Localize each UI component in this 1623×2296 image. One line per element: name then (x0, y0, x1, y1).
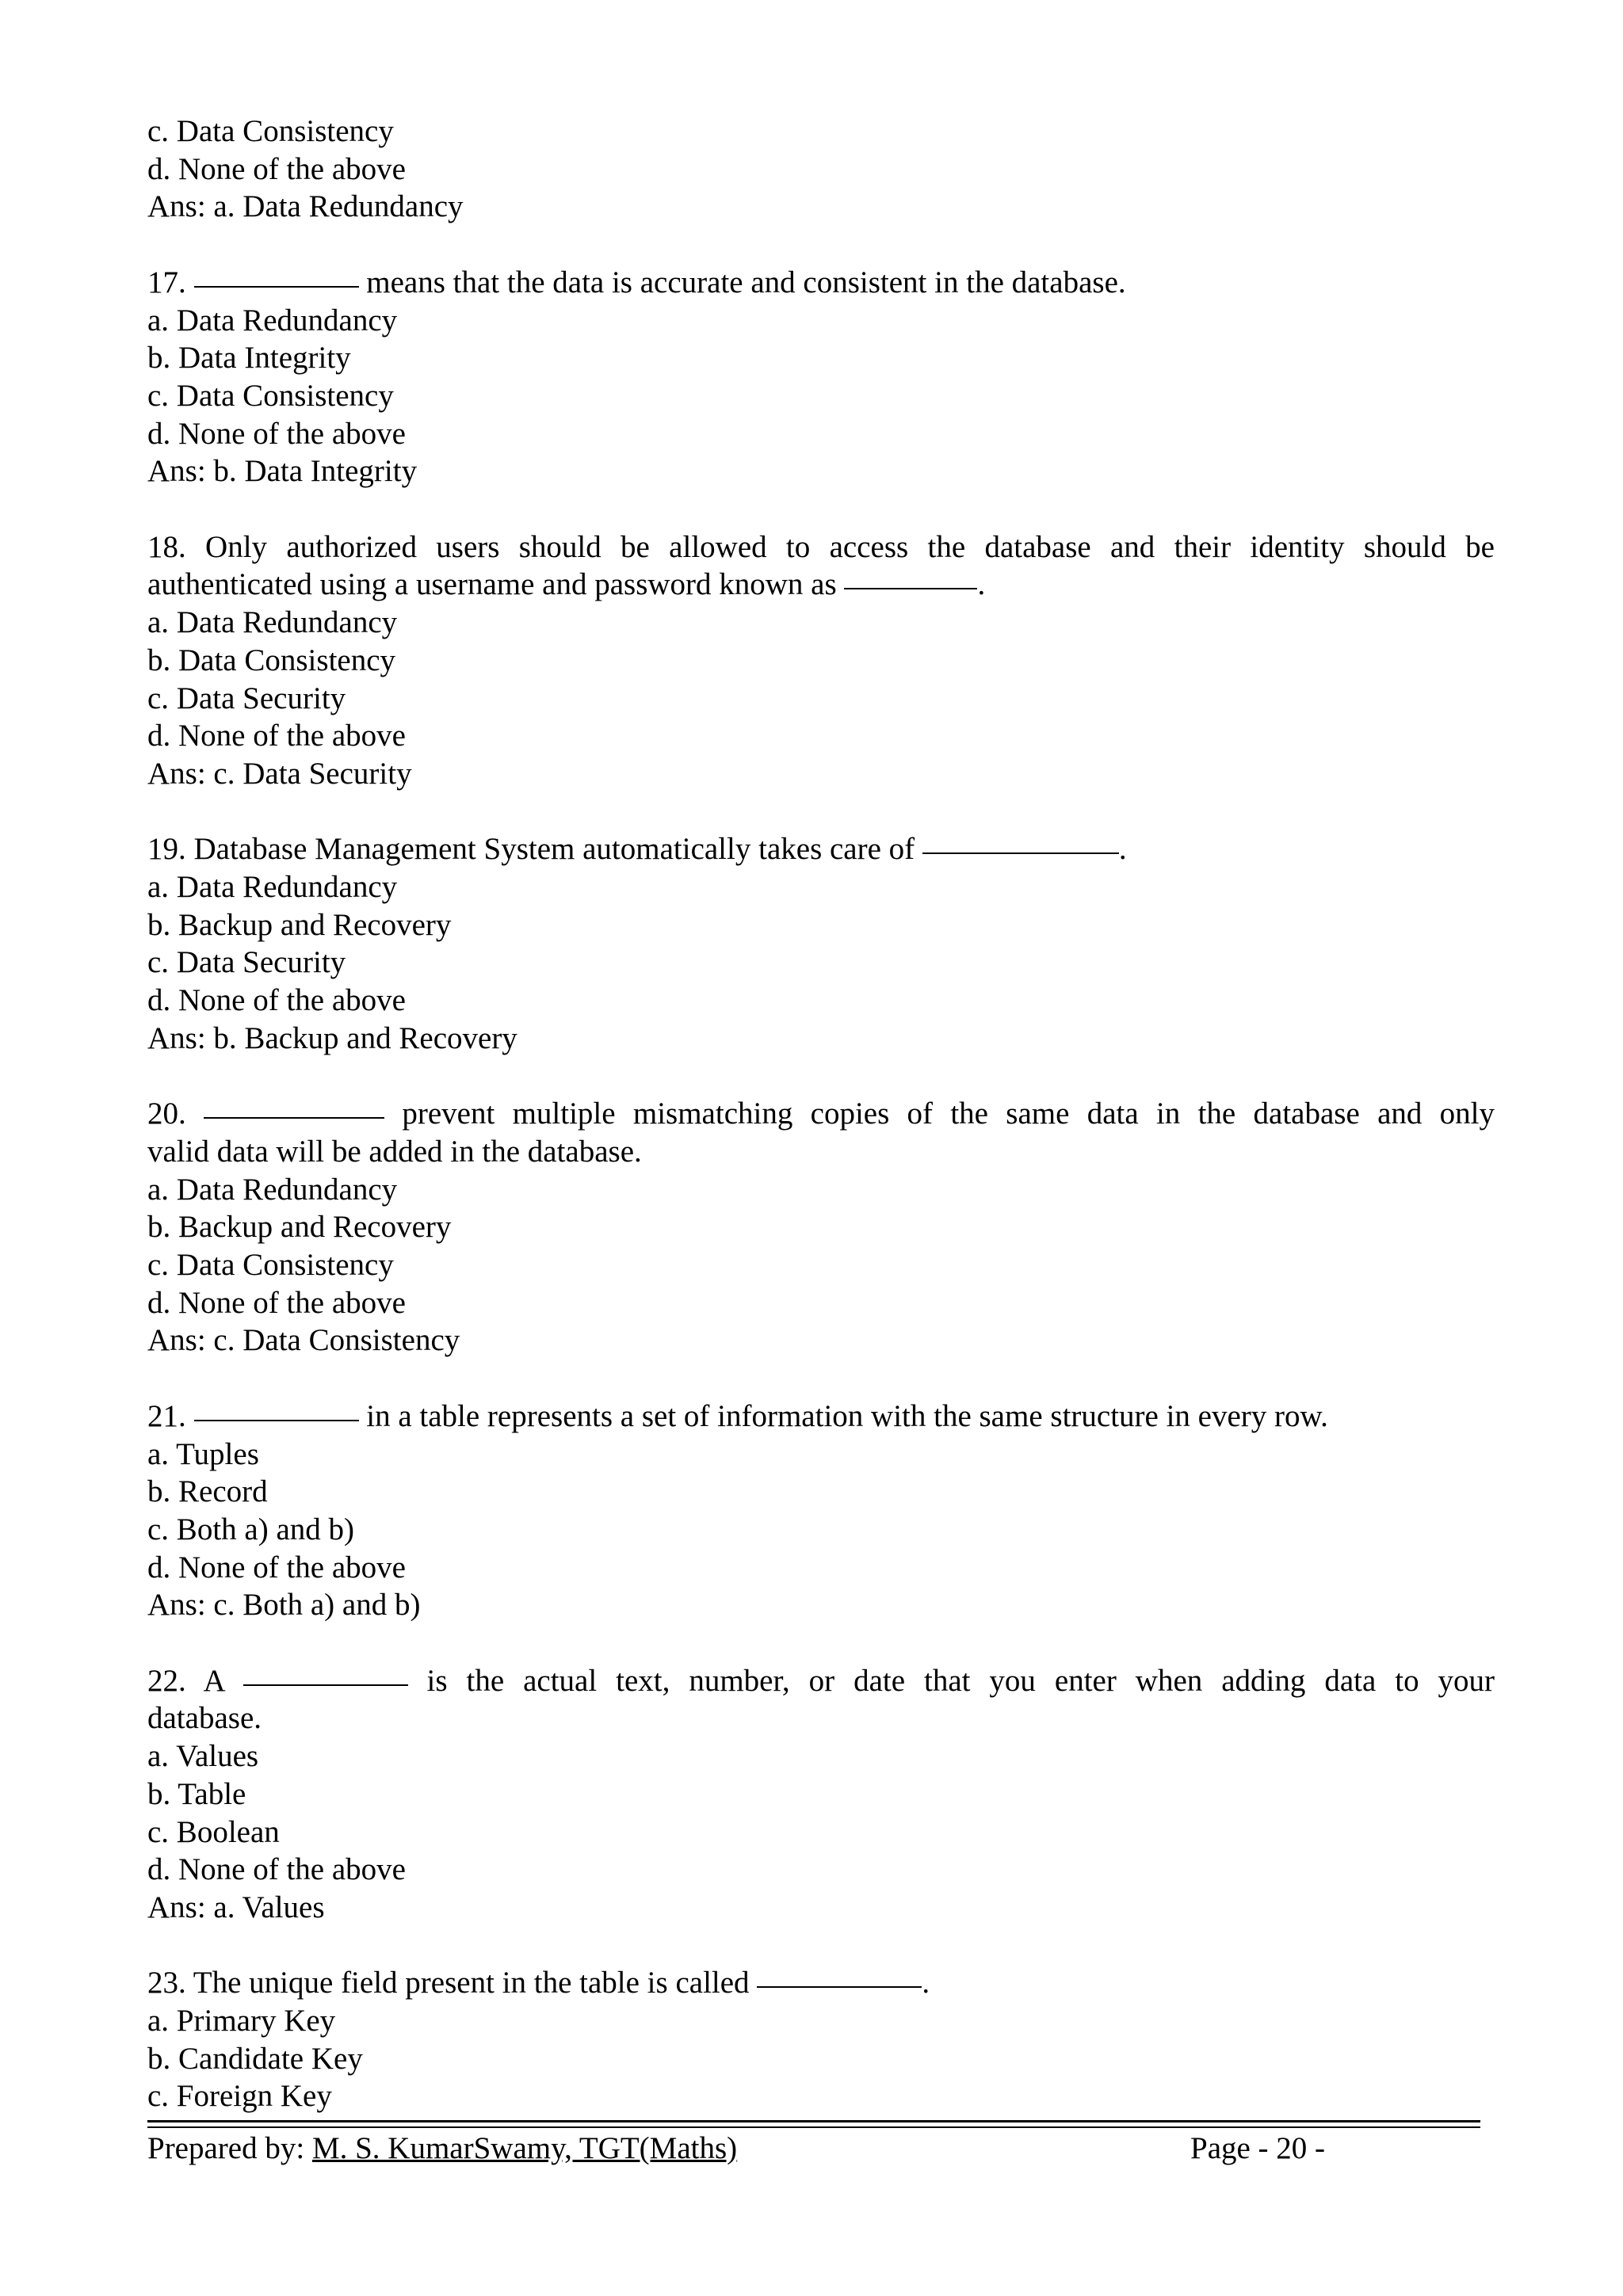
fill-blank (757, 1986, 922, 1988)
option-a: a. Primary Key (147, 2004, 336, 2039)
question-21: 21. in a table represents a set of information with the same structure in every row. (147, 1398, 1328, 1433)
option-a: a. Data Redundancy (147, 605, 398, 640)
option-d: d. None of the above (147, 151, 406, 186)
question-23: 23. The unique field present in the table is called . (147, 1966, 930, 2000)
option-c: c. Both a) and b) (147, 1512, 355, 1547)
answer: Ans: b. Data Integrity (147, 454, 418, 489)
option-c: c. Boolean (147, 1814, 280, 1849)
question-20-line-2: valid data will be added in the database. (147, 1134, 642, 1169)
option-c: c. Foreign Key (147, 2079, 332, 2114)
option-d: d. None of the above (147, 983, 406, 1018)
question-22-line-2: database. (147, 1701, 262, 1736)
option-b: b. Table (147, 1776, 246, 1811)
footer-rule-inner (147, 2126, 1480, 2128)
option-b: b. Backup and Recovery (147, 907, 452, 942)
option-b: b. Candidate Key (147, 2041, 363, 2076)
option-d: d. None of the above (147, 1285, 406, 1320)
question-18-line-2: authenticated using a username and password known as . (147, 567, 986, 602)
option-b: b. Data Consistency (147, 643, 396, 677)
option-d: d. None of the above (147, 719, 406, 753)
prepared-by-label: Prepared by: (147, 2131, 305, 2165)
question-18-line-1: 18. Only authorized users should be allowed to access the database and their identity should be (147, 529, 1495, 564)
footer-rule (147, 2120, 1480, 2122)
option-b: b. Backup and Recovery (147, 1210, 452, 1245)
option-a: a. Data Redundancy (147, 303, 398, 338)
option-a: a. Tuples (147, 1436, 259, 1471)
answer: Ans: c. Data Security (147, 756, 412, 791)
option-a: a. Values (147, 1739, 259, 1774)
answer: Ans: a. Data Redundancy (147, 189, 464, 224)
fill-blank (243, 1684, 408, 1686)
option-c: c. Data Security (147, 945, 346, 980)
question-19: 19. Database Management System automatically takes care of . (147, 832, 1127, 867)
option-c: c. Data Consistency (147, 114, 394, 148)
answer: Ans: c. Data Consistency (147, 1323, 460, 1358)
option-a: a. Data Redundancy (147, 1172, 398, 1207)
question-22-line-1: 22. A is the actual text, number, or date that you enter when adding data to your (147, 1663, 1495, 1698)
option-c: c. Data Consistency (147, 378, 394, 413)
fill-blank (194, 1420, 359, 1421)
question-20-line-1: 20. prevent multiple mismatching copies of the same data in the database and only (147, 1097, 1495, 1131)
footer-credit (147, 2130, 737, 2168)
option-b: b. Record (147, 1474, 268, 1509)
option-b: b. Data Integrity (147, 341, 351, 376)
fill-blank (204, 1117, 384, 1119)
option-c: c. Data Security (147, 681, 346, 715)
page-number: Page - 20 - (1190, 2131, 1326, 2165)
question-17: 17. means that the data is accurate and consistent in the database. (147, 265, 1126, 299)
fill-blank (844, 588, 977, 589)
option-a: a. Data Redundancy (147, 870, 398, 905)
page-footer (147, 2130, 1336, 2169)
answer: Ans: b. Backup and Recovery (147, 1020, 517, 1055)
option-d: d. None of the above (147, 416, 406, 451)
option-d: d. None of the above (147, 1550, 406, 1585)
author-name: M. S. KumarSwamy, TGT(Maths) (311, 2131, 738, 2165)
page-content (147, 113, 1495, 2115)
answer: Ans: a. Values (147, 1890, 325, 1924)
option-c: c. Data Consistency (147, 1248, 394, 1283)
answer: Ans: c. Both a) and b) (147, 1588, 421, 1623)
fill-blank (194, 286, 359, 288)
option-d: d. None of the above (147, 1852, 406, 1887)
fill-blank (922, 852, 1119, 854)
